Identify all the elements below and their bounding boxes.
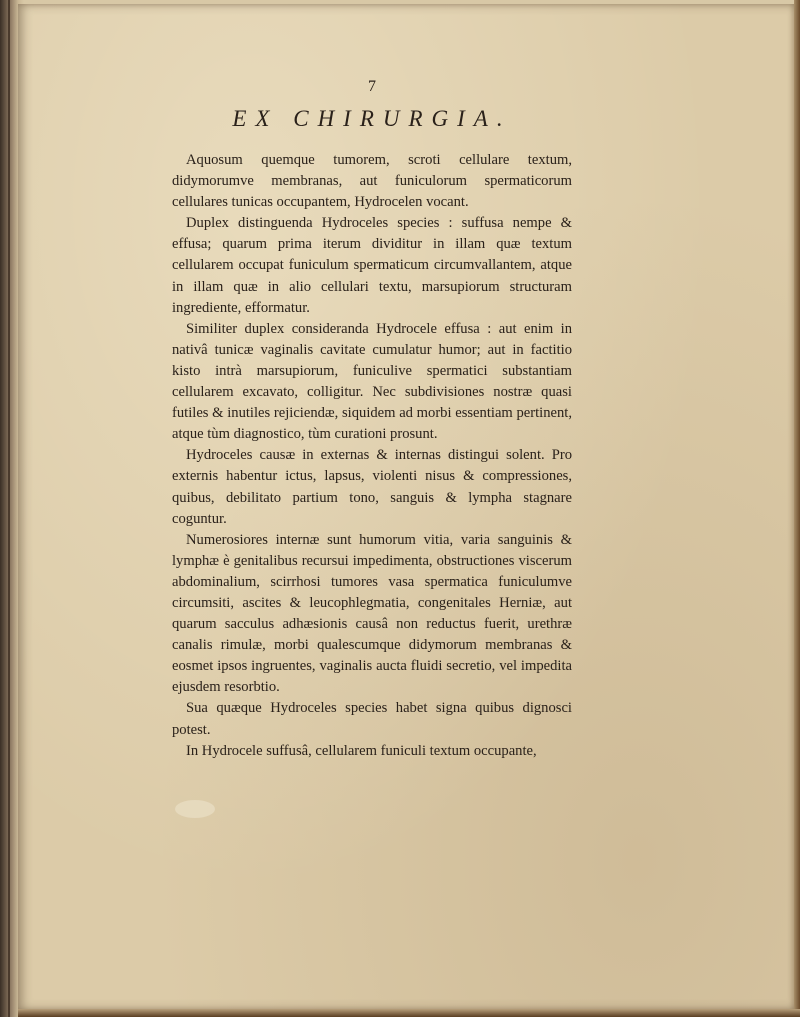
paragraph-5: Numerosiores internæ sunt humorum vitia, varia sanguinis & lymphæ è genitalibus recursui impedimenta, obstructiones viscerum abdominalium, scirrhosi tumores vasa spermatica funiculumve circumsiti, ascites & leucophlegmatia, congenitales Herniæ, aut quarum sacculus adhæsionis causâ non reductus fuerit, urethræ canalis rimulæ, morbi qualescumque didymorum membranas & eosmet ipsos ingruentes, vaginalis aucta fluidi secretio, vel impedita ejusdem resorbtio. <box>172 531 572 696</box>
page-right-edge <box>794 0 800 1017</box>
section-heading: EX CHIRURGIA. <box>232 106 512 131</box>
book-binding-edge <box>8 0 10 1017</box>
body-text <box>172 150 572 762</box>
paper-stain <box>175 800 215 818</box>
page-number: 7 <box>368 78 376 95</box>
paragraph-1: Aquosum quemque tumorem, scroti cellulare textum, didymorumve membranas, aut funiculorum spermaticorum cellulares tunicas occupantem, Hydrocelen vocant. <box>172 152 572 211</box>
page-bottom-edge <box>18 1009 800 1017</box>
paragraph-6: Sua quæque Hydroceles species habet signa quibus dignosci potest. <box>172 700 572 738</box>
paragraph-4: Hydroceles causæ in externas & internas distingui solent. Pro externis habentur ictus, lapsus, violenti nisus & compressiones, quibus, debilitato partium tono, sanguis & lympha stagnare coguntur. <box>172 447 572 527</box>
paragraph-2: Duplex distinguenda Hydroceles species : suffusa nempe & effusa; quarum prima iterum dividitur in illam quæ textum cellularem occupat funiculum spermaticum circumvallantem, atque in illam quæ in alio cellulari textu, marsupiorum structuram ingrediente, efformatur. <box>172 215 572 316</box>
paragraph-7: In Hydrocele suffusâ, cellularem funiculi textum occupante, <box>186 742 537 759</box>
paragraph-3: Similiter duplex considerandа Hydrocele effusa : aut enim in nativâ tunicæ vaginalis cavitate cumulatur humor; aut in factitio kisto intrà marsupiorum, funiculive spermatici substantiam cellularem excavato, colligitur. Nec subdivisiones nostræ quasi futiles & inutiles rejiciendæ, siquidem ad morbi essentiam pertinent, atque tùm diagnostico, tùm curationi prosunt. <box>172 320 572 443</box>
text-block <box>172 78 572 762</box>
